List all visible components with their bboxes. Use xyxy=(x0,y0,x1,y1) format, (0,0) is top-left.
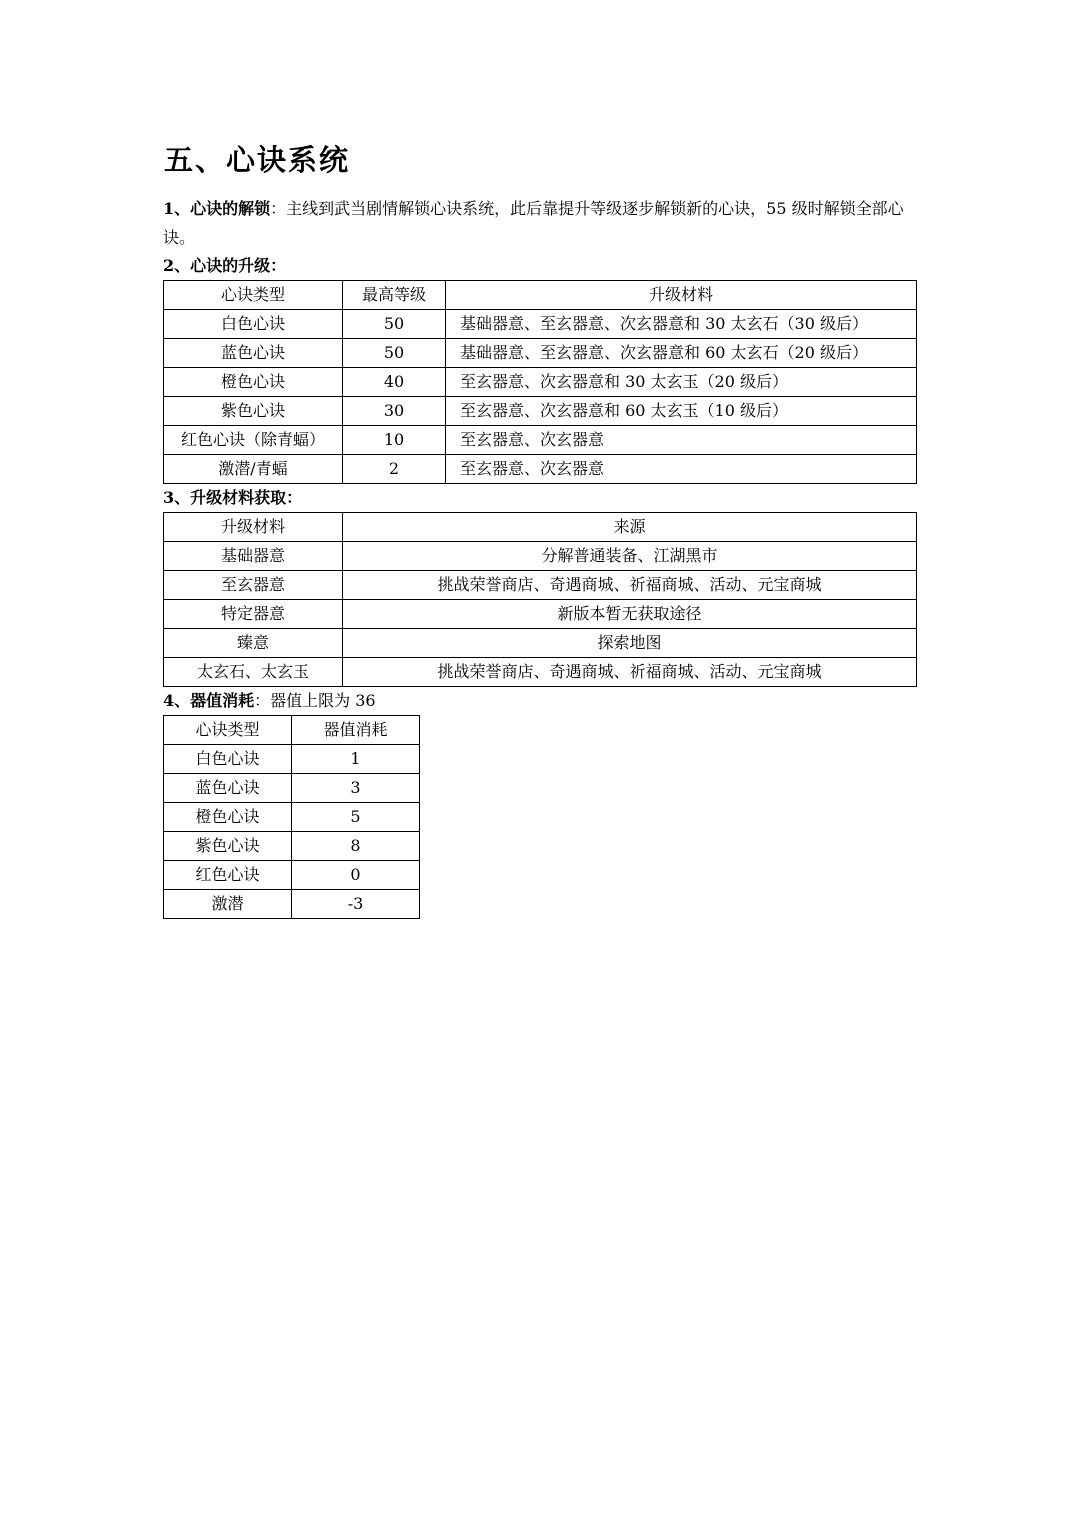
table-row xyxy=(164,890,420,919)
cost-value-cell: 8 xyxy=(292,832,420,861)
xinjue-type-cell: 激潜/青蝠 xyxy=(164,455,343,484)
table-header-cell: 升级材料 xyxy=(164,513,343,542)
table-header-row xyxy=(164,513,917,542)
material-cell: 至玄器意、次玄器意和 60 太玄玉（10 级后） xyxy=(446,397,917,426)
table-row xyxy=(164,571,917,600)
cost-value-cell: 5 xyxy=(292,803,420,832)
table-header-cell: 心诀类型 xyxy=(164,281,343,310)
max-level-cell: 2 xyxy=(343,455,446,484)
max-level-cell: 40 xyxy=(343,368,446,397)
table-row xyxy=(164,397,917,426)
material-cell: 至玄器意、次玄器意和 30 太玄玉（20 级后） xyxy=(446,368,917,397)
table-row xyxy=(164,426,917,455)
xinjue-type-cell: 激潜 xyxy=(164,890,292,919)
table-row xyxy=(164,455,917,484)
material-source-table xyxy=(163,512,917,687)
table-row xyxy=(164,542,917,571)
material-name-cell: 臻意 xyxy=(164,629,343,658)
material-source-cell: 新版本暂无获取途径 xyxy=(343,600,917,629)
xinjue-type-cell: 蓝色心诀 xyxy=(164,774,292,803)
table-row xyxy=(164,658,917,687)
material-name-cell: 至玄器意 xyxy=(164,571,343,600)
material-source-cell: 挑战荣誉商店、奇遇商城、祈福商城、活动、元宝商城 xyxy=(343,571,917,600)
material-cell: 基础器意、至玄器意、次玄器意和 30 太玄石（30 级后） xyxy=(446,310,917,339)
table-header-cell: 器值消耗 xyxy=(292,716,420,745)
xinjue-type-cell: 紫色心诀 xyxy=(164,397,343,426)
max-level-cell: 30 xyxy=(343,397,446,426)
material-source-cell: 探索地图 xyxy=(343,629,917,658)
material-cell: 基础器意、至玄器意、次玄器意和 60 太玄石（20 级后） xyxy=(446,339,917,368)
material-source-cell: 挑战荣誉商店、奇遇商城、祈福商城、活动、元宝商城 xyxy=(343,658,917,687)
table-row xyxy=(164,861,420,890)
material-cell: 至玄器意、次玄器意 xyxy=(446,426,917,455)
cost-value-cell: 0 xyxy=(292,861,420,890)
material-name-cell: 特定器意 xyxy=(164,600,343,629)
table-row xyxy=(164,745,420,774)
table-row xyxy=(164,774,420,803)
max-level-cell: 50 xyxy=(343,339,446,368)
cost-table xyxy=(163,715,420,919)
table-row xyxy=(164,803,420,832)
table-header-cell: 升级材料 xyxy=(446,281,917,310)
table-row xyxy=(164,310,917,339)
table-header-row xyxy=(164,281,917,310)
cost-value-cell: 1 xyxy=(292,745,420,774)
cost-value-cell: -3 xyxy=(292,890,420,919)
xinjue-type-cell: 白色心诀 xyxy=(164,745,292,774)
max-level-cell: 10 xyxy=(343,426,446,455)
xinjue-type-cell: 蓝色心诀 xyxy=(164,339,343,368)
table-row xyxy=(164,629,917,658)
table-row xyxy=(164,368,917,397)
table-header-cell: 最高等级 xyxy=(343,281,446,310)
material-source-cell: 分解普通装备、江湖黑市 xyxy=(343,542,917,571)
source-label: 3、升级材料获取： xyxy=(163,488,303,507)
document-page xyxy=(163,140,918,919)
xinjue-type-cell: 橙色心诀 xyxy=(164,803,292,832)
material-name-cell: 基础器意 xyxy=(164,542,343,571)
table-row xyxy=(164,339,917,368)
unlock-label: 1、心诀的解锁 xyxy=(163,199,271,218)
xinjue-type-cell: 橙色心诀 xyxy=(164,368,343,397)
table-header-row xyxy=(164,716,420,745)
material-cell: 至玄器意、次玄器意 xyxy=(446,455,917,484)
table-header-cell: 心诀类型 xyxy=(164,716,292,745)
table-row xyxy=(164,600,917,629)
upgrade-heading xyxy=(163,252,918,280)
unlock-paragraph xyxy=(163,194,918,252)
page-title: 五、心诀系统 xyxy=(164,143,351,177)
material-name-cell: 太玄石、太玄玉 xyxy=(164,658,343,687)
max-level-cell: 50 xyxy=(343,310,446,339)
unlock-text: ：主线到武当剧情解锁心诀系统，此后靠提升等级逐步解锁新的心诀，55 级时解锁全部心诀。 xyxy=(163,199,904,247)
xinjue-type-cell: 红色心诀（除青蝠） xyxy=(164,426,343,455)
table-header-cell: 来源 xyxy=(343,513,917,542)
upgrade-table xyxy=(163,280,917,484)
xinjue-type-cell: 紫色心诀 xyxy=(164,832,292,861)
cost-text: ：器值上限为 36 xyxy=(254,691,376,710)
cost-value-cell: 3 xyxy=(292,774,420,803)
cost-heading xyxy=(163,687,918,715)
upgrade-label: 2、心诀的升级： xyxy=(163,256,287,275)
cost-label: 4、器值消耗 xyxy=(163,691,255,710)
xinjue-type-cell: 红色心诀 xyxy=(164,861,292,890)
source-heading xyxy=(163,484,918,512)
table-row xyxy=(164,832,420,861)
xinjue-type-cell: 白色心诀 xyxy=(164,310,343,339)
